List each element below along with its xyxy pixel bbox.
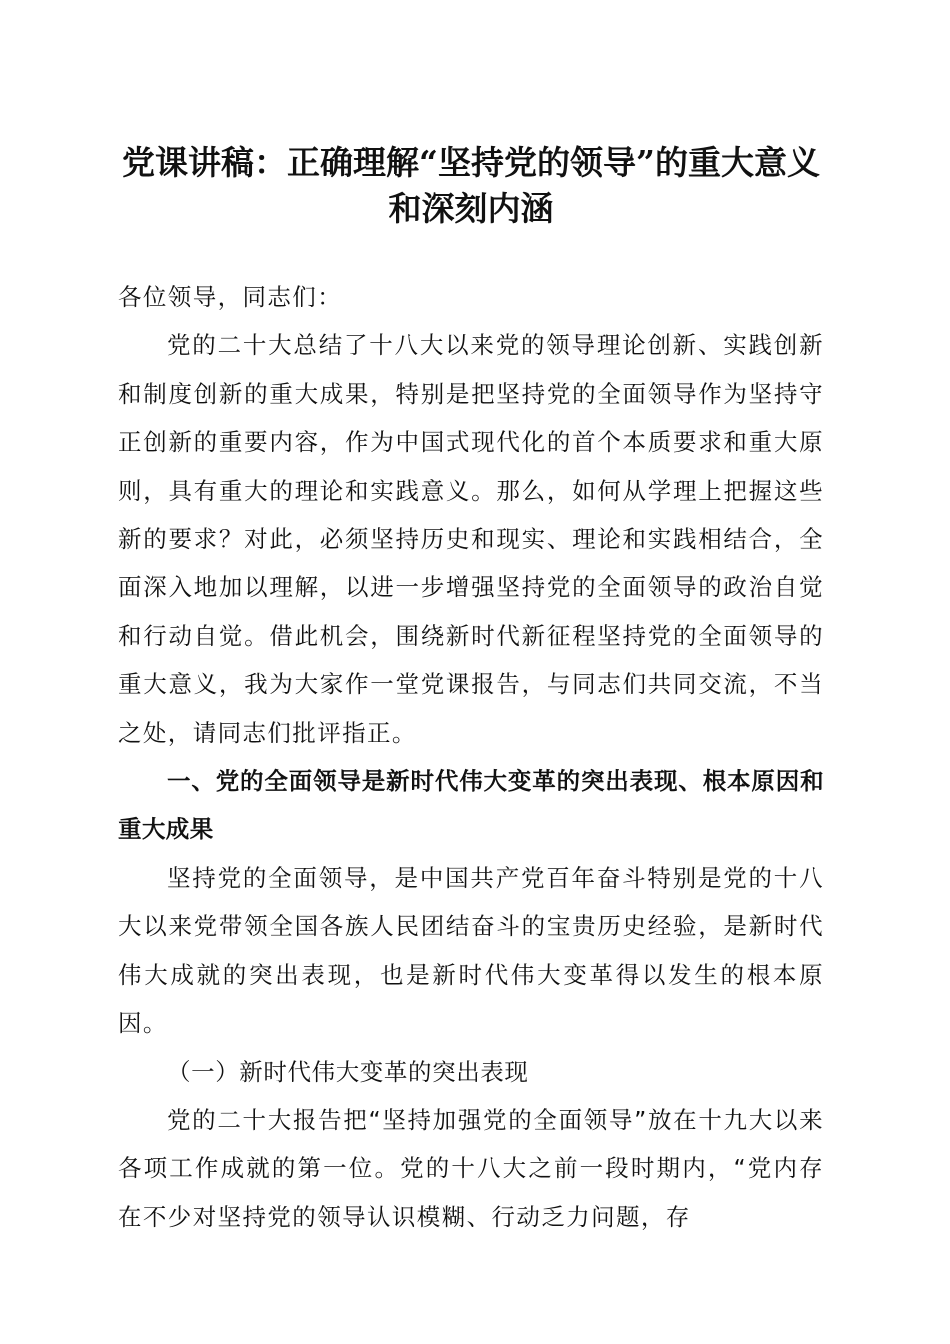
section-1-heading: 一、党的全面领导是新时代伟大变革的突出表现、根本原因和重大成果	[118, 767, 824, 844]
salutation: 各位领导，同志们：	[118, 283, 343, 311]
document-page	[118, 140, 824, 1241]
section-1-paragraph: 坚持党的全面领导，是中国共产党百年奋斗特别是党的十八大以来党带领全国各族人民团结奋斗的宝贵历史经验，是新时代伟大成就的突出表现，也是新时代伟大变革得以发生的根本原因。	[118, 863, 824, 1038]
intro-paragraph: 党的二十大总结了十八大以来党的领导理论创新、实践创新和制度创新的重大成果，特别是把坚持党的全面领导作为坚持守正创新的重要内容，作为中国式现代化的首个本质要求和重大原则，具有重大的理论和实践意义。那么，如何从学理上把握这些新的要求？对此，必须坚持历史和现实、理论和实践相结合，全面深入地加以理解，以进一步增强坚持党的全面领导的政治自觉和行动自觉。借此机会，围绕新时代新征程坚持党的全面领导的重大意义，我为大家作一堂党课报告，与同志们共同交流，不当之处，请同志们批评指正。	[118, 331, 824, 747]
subsection-1-heading: （一）新时代伟大变革的突出表现	[167, 1057, 529, 1086]
document-title: 党课讲稿：正确理解“坚持党的领导”的重大意义和深刻内涵	[122, 143, 820, 228]
subsection-1-paragraph: 党的二十大报告把“坚持加强党的全面领导”放在十九大以来各项工作成就的第一位。党的十八大之前一段时期内，“党内存在不少对坚持党的领导认识模糊、行动乏力问题，存	[118, 1105, 824, 1231]
